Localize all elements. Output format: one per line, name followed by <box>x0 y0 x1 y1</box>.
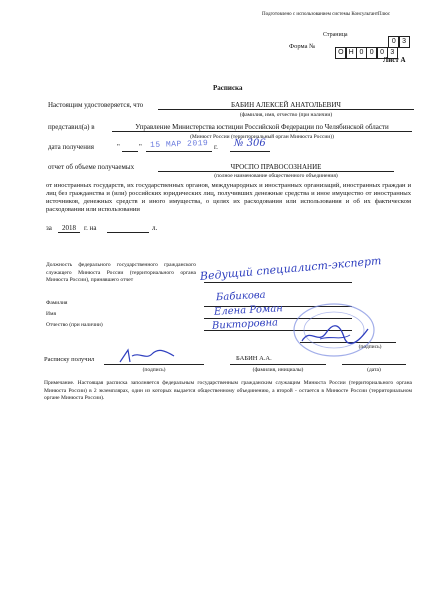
reg-number-line <box>230 151 270 152</box>
date-open-quote: " <box>117 143 120 151</box>
org-caption: (полное наименование общественного объединения) <box>214 173 338 179</box>
year-value: 2018 <box>58 224 80 233</box>
page-cell: 3 <box>399 36 410 48</box>
date-stamp: 15 МАР 2019 <box>149 138 209 151</box>
sheet-label: Лист А <box>383 56 406 64</box>
patronymic-label: Отчество (при наличии) <box>46 322 103 328</box>
date-label: дата получения <box>48 143 94 151</box>
receiver-signature-caption: (подпись) <box>142 367 166 373</box>
date-year-suffix: г. <box>214 143 218 151</box>
page-title: Расписка <box>213 84 243 92</box>
name-label: Имя <box>46 311 56 317</box>
pages-line <box>107 232 149 233</box>
form-cell: 3 <box>387 47 398 59</box>
page-label: Страница <box>323 32 348 38</box>
receiver-name-line <box>230 364 326 365</box>
handwritten-position: Ведущий специалист-эксперт <box>199 254 382 283</box>
body-text: от иностранных государств, их государственных органов, международных и иностранных организаций, иностранных граждан и лиц без гражданства и (или) российских юридических лиц, получивших денежные средства и иное имущество от иностранных источников, денежных средств и иного имущества, о целях их расходования или использования и об их фактическом расходовании или использовании <box>46 182 411 213</box>
form-cell: О <box>335 47 346 59</box>
submitted-label: представил(а) в <box>48 123 95 131</box>
reg-number: № 306 <box>234 138 266 149</box>
certify-text: Настоящим удостоверяется, что <box>48 101 144 109</box>
org-name: ЧРОСПО ПРАВОСОЗНАНИЕ <box>158 163 394 172</box>
date-month-line <box>146 151 212 152</box>
position-line <box>204 282 352 283</box>
year-mid: г. на <box>84 224 97 232</box>
report-label: отчет об объеме получаемых <box>48 163 135 171</box>
date-close-quote: " <box>139 143 142 151</box>
header-note: Подготовлено с использованием системы КонсультантПлюс <box>262 12 391 17</box>
date-day-line <box>122 151 138 152</box>
surname-label: Фамилия <box>46 300 68 306</box>
receiver-signature <box>118 346 178 366</box>
official-block: Должность федерального государственного гражданского служащего Минюста России (территориального органа Минюста России), принявшего отчет <box>46 262 196 283</box>
official-signature-caption: (подпись) <box>358 344 382 350</box>
person-caption: (фамилия, имя, отчество (при наличии) <box>239 112 333 118</box>
handwritten-patronymic: Викторовна <box>211 317 279 332</box>
receipt-label: Расписку получил <box>44 356 95 363</box>
handwritten-name: Елена Роман <box>213 303 284 318</box>
ministry-caption: (Минюст России (территориальный орган Минюста России)) <box>190 134 334 140</box>
form-cell: 0 <box>366 47 377 59</box>
form-label: Форма № <box>289 43 316 50</box>
receiver-date-caption: (дата) <box>367 367 381 373</box>
form-cell: 0 <box>377 47 388 59</box>
receiver-name: БАБИН А.А. <box>236 355 272 362</box>
form-cell: Н <box>346 47 357 59</box>
ministry-name: Управление Министерства юстиции Российской Федерации по Челябинской области <box>112 123 412 132</box>
form-cell: 0 <box>356 47 367 59</box>
year-suffix: л. <box>152 224 158 232</box>
page-cell: 0 <box>388 36 399 48</box>
receiver-date-line <box>342 364 406 365</box>
year-prefix: за <box>46 224 52 232</box>
person-name: БАБИН АЛЕКСЕЙ АНАТОЛЬЕВИЧ <box>158 101 414 110</box>
footnote: Примечание. Настоящая расписка заполняется федеральным государственным гражданским служащим Минюста России (территориального органа Минюста России) в 2 экземплярах, один из которых выдается общественному объединению, а второй - остается в Минюсте России (территориальном органе Минюста России). <box>44 380 412 401</box>
receiver-name-caption: (фамилия, инициалы) <box>252 367 304 373</box>
handwritten-surname: Бабикова <box>215 289 266 304</box>
